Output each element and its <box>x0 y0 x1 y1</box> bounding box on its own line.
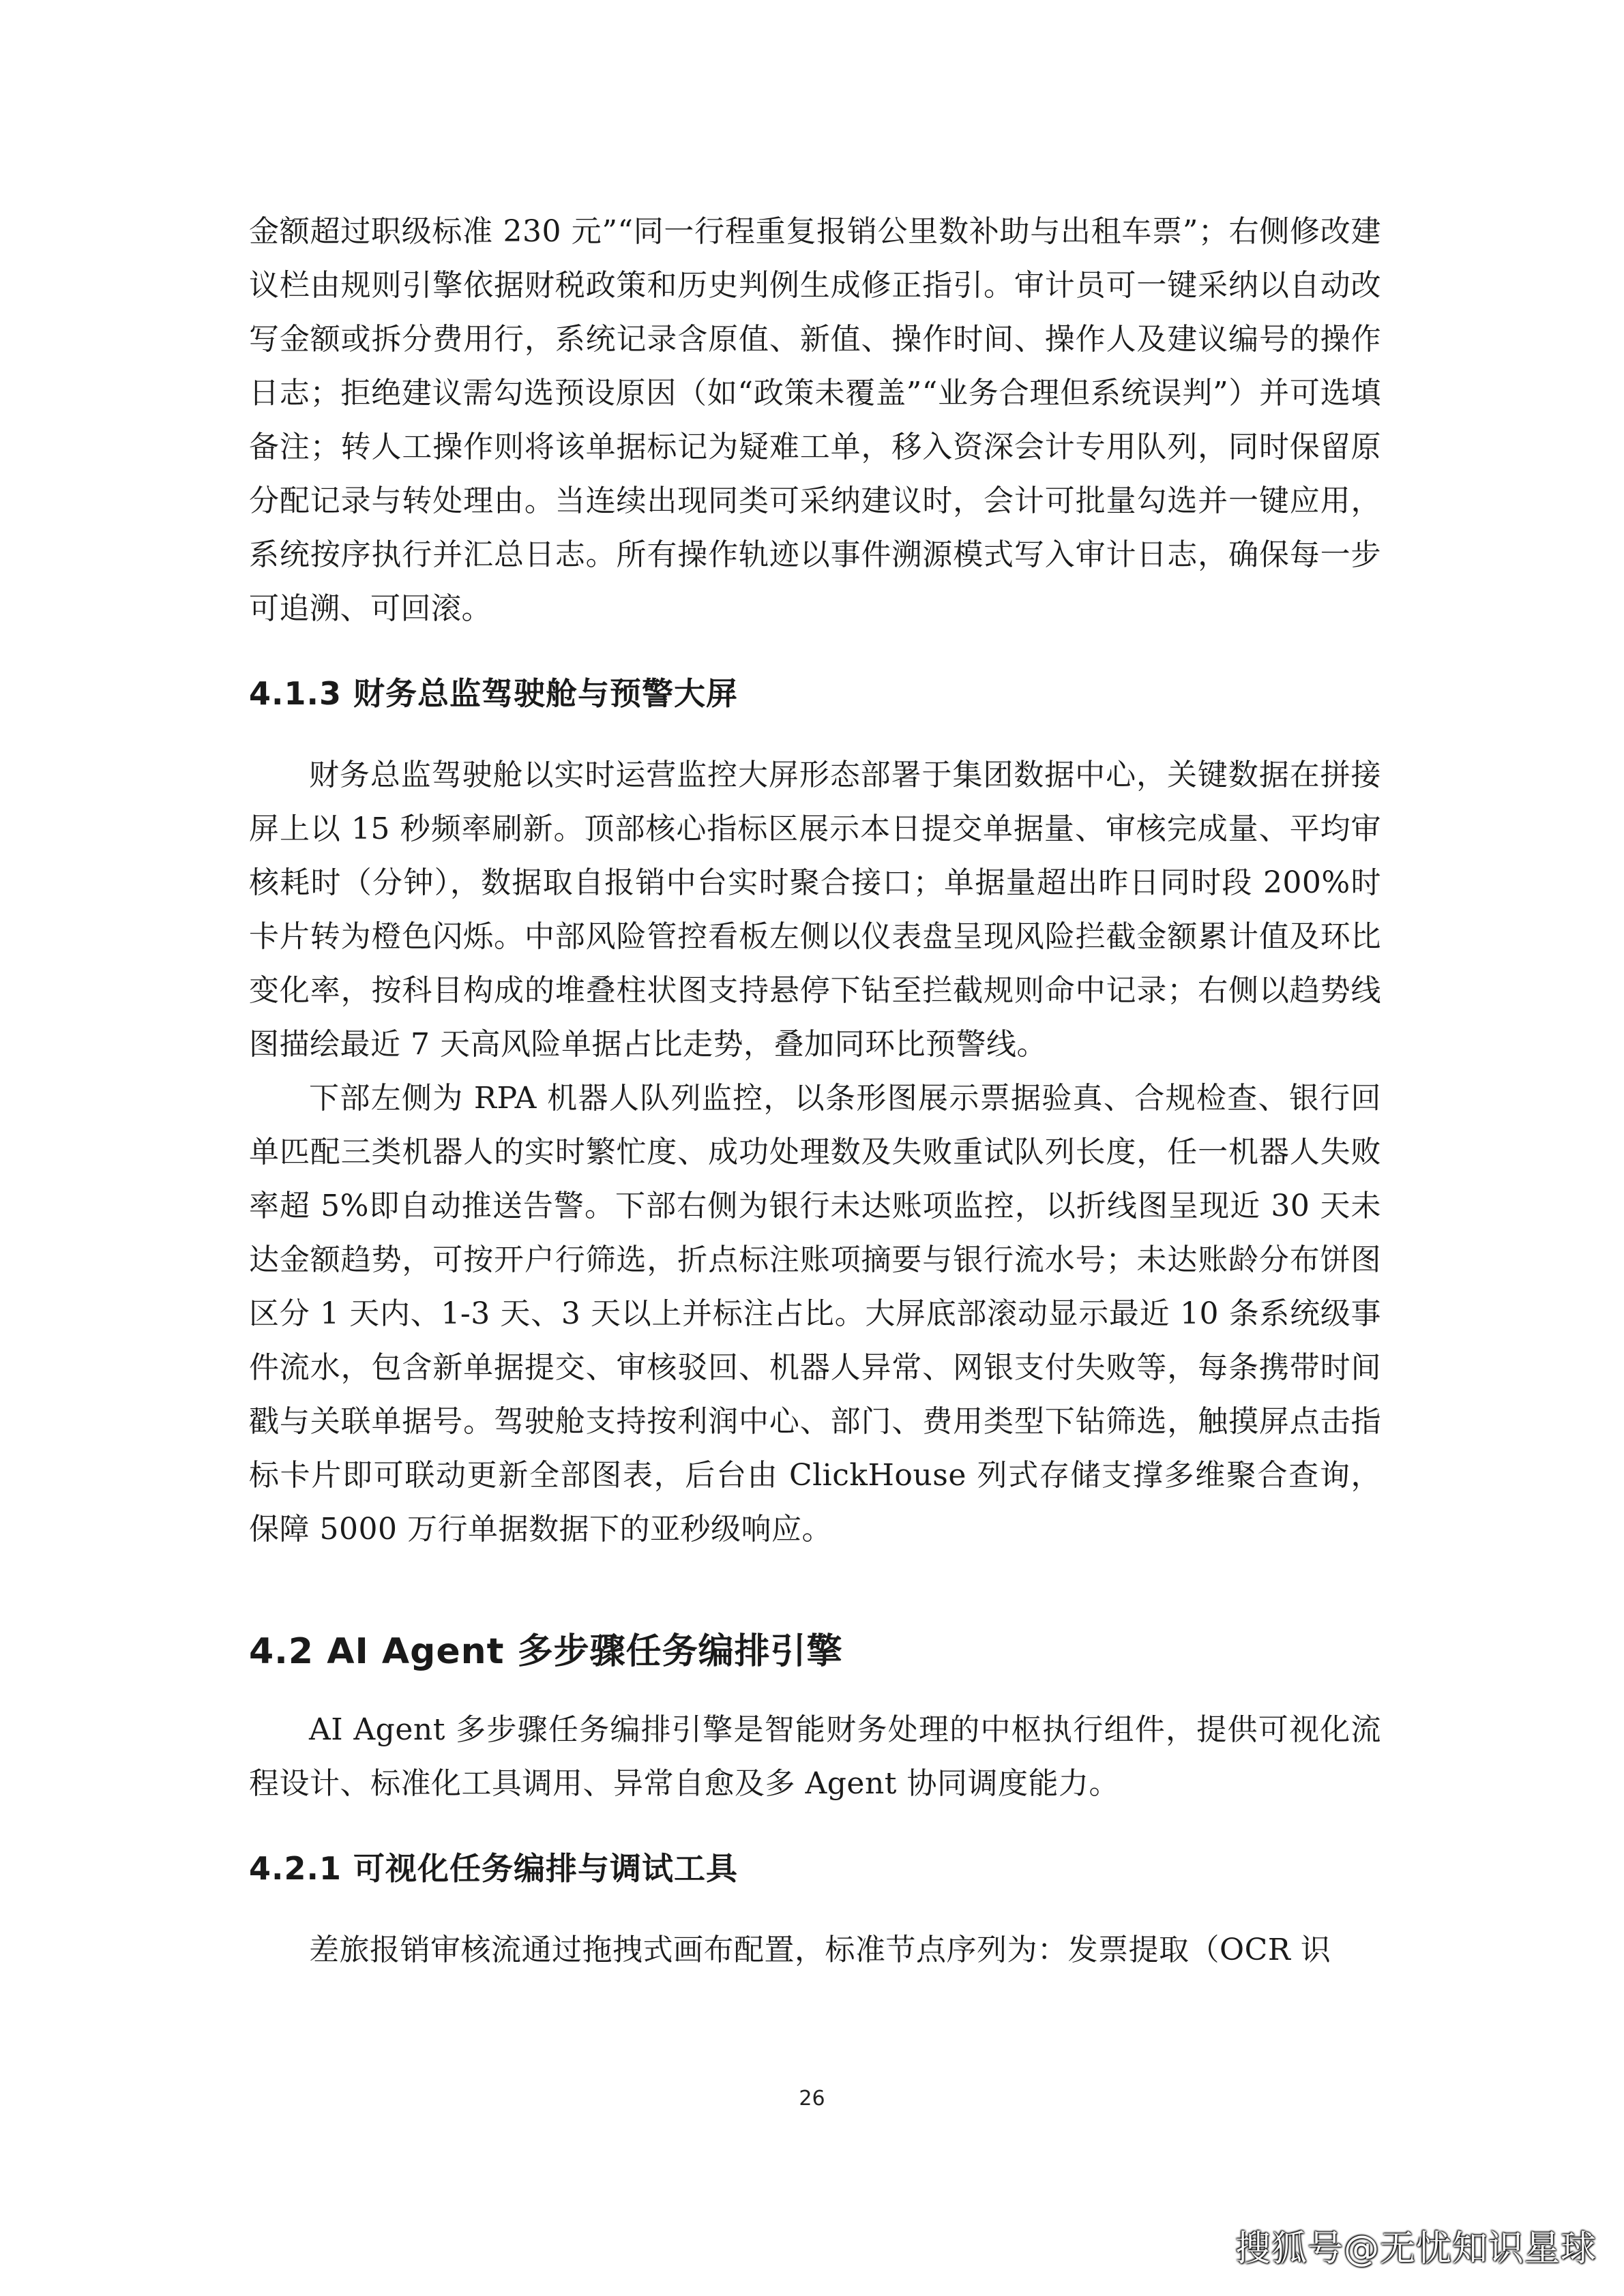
watermark-text: 搜狐号@无忧知识星球 <box>1235 2228 1597 2269</box>
section-heading-4-2-1: 4.2.1 可视化任务编排与调试工具 <box>249 1850 738 1887</box>
paragraph-cockpit-lower: 下部左侧为 RPA 机器人队列监控，以条形图展示票据验真、合规检查、银行回单匹配三类机器人的实时繁忙度、成功处理数及失败重试队列长度，任一机器人失败率超 5%即自动推送告警。下部右侧为银行未达账项监控，以折线图呈现近 30 天未达金额趋势，可按开户行筛选，折点标注账项摘要与银行流水号；未达账龄分布饼图区分 1 天内、1-3 天、3 天以上并标注占比。大屏底部滚动显示最近 10 条系统级事件流水，包含新单据提交、审核驳回、机器人异常、网银支付失败等，每条携带时间戳与关联单据号。驾驶舱支持按利润中心、部门、费用类型下钻筛选，触摸屏点击指标卡片即可联动更新全部图表，后台由 ClickHouse 列式存储支撑多维聚合查询，保障 5000 万行单据数据下的亚秒级响应。 <box>249 1081 1381 1547</box>
paragraph-agent-engine: AI Agent 多步骤任务编排引擎是智能财务处理的中枢执行组件，提供可视化流程设计、标准化工具调用、异常自愈及多 Agent 协同调度能力。 <box>249 1712 1381 1801</box>
paragraph-travel-expense-flow: 差旅报销审核流通过拖拽式画布配置，标准节点序列为：发票提取（OCR 识 <box>309 1933 1331 1967</box>
page-number: 26 <box>799 2087 825 2111</box>
paragraph-cockpit-overview: 财务总监驾驶舱以实时运营监控大屏形态部署于集团数据中心，关键数据在拼接屏上以 15 秒频率刷新。顶部核心指标区展示本日提交单据量、审核完成量、平均审核耗时（分钟），数据取自报销中台实时聚合接口；单据量超出昨日同时段 200%时卡片转为橙色闪烁。中部风险管控看板左侧以仪表盘呈现风险拦截金额累计值及环比变化率，按科目构成的堆叠柱状图支持悬停下钻至拦截规则命中记录；右侧以趋势线图描绘最近 7 天高风险单据占比走势，叠加同环比预警线。 <box>249 758 1381 1062</box>
page-content <box>249 205 1381 1977</box>
paragraph-audit-log: 金额超过职级标准 230 元”“同一行程重复报销公里数补助与出租车票”；右侧修改建议栏由规则引擎依据财税政策和历史判例生成修正指引。审计员可一键采纳以自动改写金额或拆分费用行，系统记录含原值、新值、操作时间、操作人及建议编号的操作日志；拒绝建议需勾选预设原因（如“政策未覆盖”“业务合理但系统误判”）并可选填备注；转人工操作则将该单据标记为疑难工单，移入资深会计专用队列，同时保留原分配记录与转处理由。当连续出现同类可采纳建议时，会计可批量勾选并一键应用，系统按序执行并汇总日志。所有操作轨迹以事件溯源模式写入审计日志，确保每一步可追溯、可回滚。 <box>249 214 1381 626</box>
section-heading-4-2: 4.2 AI Agent 多步骤任务编排引擎 <box>249 1631 843 1672</box>
section-heading-4-1-3: 4.1.3 财务总监驾驶舱与预警大屏 <box>249 675 738 712</box>
